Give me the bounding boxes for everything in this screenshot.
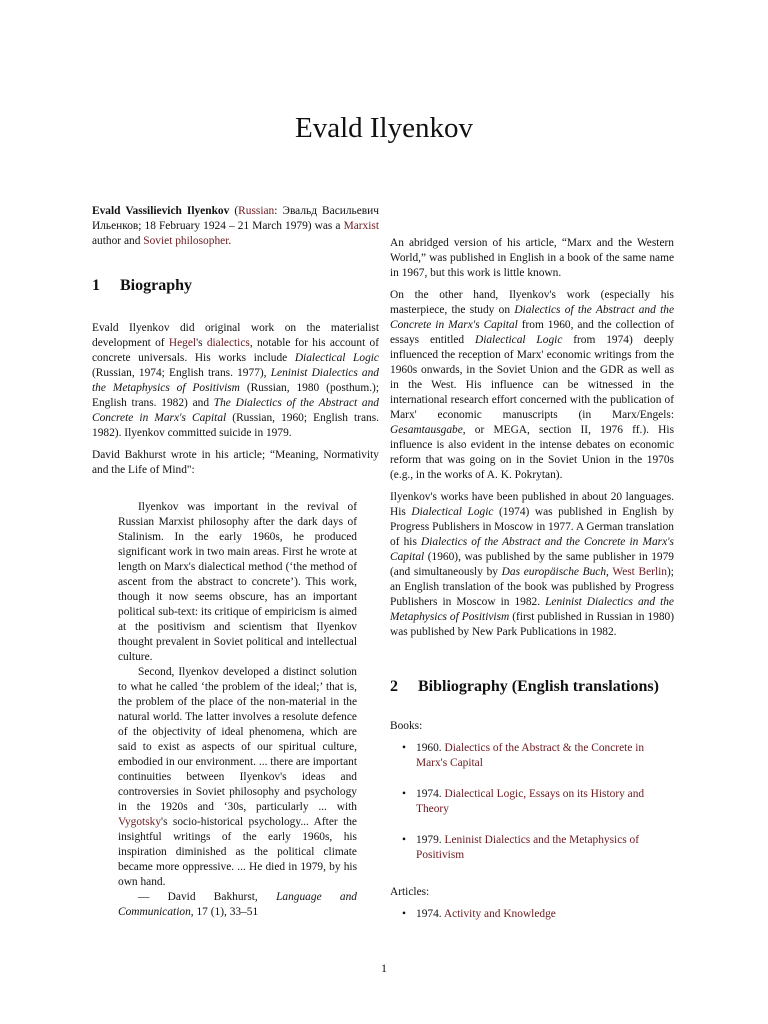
- bullet-icon: •: [402, 788, 406, 800]
- text: from 1974) deeply influenced the reception of Marx' economic writings from the 1960s onwards, in the Soviet Union and the GDR as well as in the West. His influence can be witnessed in the international research effort concerned with the publication of Marx' economic manuscripts (in Marx/Engels:: [390, 334, 674, 421]
- list-item: [390, 907, 674, 922]
- text: , notable for his account of concrete universals. His works include: [92, 337, 379, 364]
- intro-end: .: [228, 235, 232, 247]
- quote-attribution: [118, 890, 357, 920]
- text: On the other hand, Ilyenkov's work (especially his masterpiece, the study on: [390, 289, 674, 316]
- left-column: [92, 204, 379, 920]
- hegel-link[interactable]: Hegel: [168, 337, 197, 349]
- text: , 17 (1), 33–51: [190, 906, 259, 918]
- text: (1960), was published by the same publisher in 1979 (and simultaneously by: [390, 551, 674, 578]
- books-list: [390, 741, 674, 863]
- bullet-icon: •: [402, 908, 406, 920]
- book-link[interactable]: Leninist Dialectics and the Metaphysics of Positivism: [416, 834, 640, 861]
- book-year: 1974.: [416, 788, 442, 800]
- block-quote: [118, 500, 357, 920]
- text: 's socio-historical psychology... After the insightful writings of the early 1960s, his inspiration diminished as the political climate became more oppressive. ... He died in 1979, by his own hand.: [118, 816, 357, 888]
- text: (Russian, 1980 (posthum.); English trans. 1982) and: [92, 382, 379, 409]
- list-item: [390, 787, 674, 817]
- book-year: 1960.: [416, 742, 442, 754]
- text: — David Bakhurst,: [138, 891, 277, 903]
- text: (Russian, 1974; English trans. 1977),: [92, 367, 271, 379]
- work-title: Leninist Dialectics and the Metaphysics of Positivism: [92, 367, 380, 394]
- intro-text: author and: [92, 235, 144, 247]
- biography-paragraph-1: [92, 321, 379, 441]
- work-title: The Dialectics of the Abstract and Concrete in Marx's Capital: [92, 397, 379, 424]
- text: Evald Ilyenkov did original work on the materialist development of: [92, 322, 379, 349]
- article-year: 1974.: [416, 908, 442, 920]
- text: ,: [606, 566, 613, 578]
- bullet-icon: •: [402, 834, 406, 846]
- section-title: Biography: [120, 277, 193, 294]
- right-paragraph-1: An abridged version of his article, “Marx and the Western World,” was published in English in a book of the same name in 1967, but this work is little known.: [390, 237, 674, 279]
- native-name: : Эвальд Васильевич Ильенков; 18 February 1924 – 21 March 1979) was a: [92, 205, 379, 232]
- journal-title: Language and Communication: [118, 891, 357, 918]
- vygotsky-link[interactable]: Vygotsky: [118, 816, 162, 828]
- quote-paragraph-1: Ilyenkov was important in the revival of Russian Marxist philosophy after the dark days of Stalinism. In the early 1960s, he produced significant work in two main areas. First he wrote at length on Marx's dialectical method (‘the method of ascent from the abstract to concrete’). This work, though it now seems obscure, has an important political sub-text: its critique of empiricism is aimed at the positivism and scientism that Ilyenkov thought prevalent in Soviet political and intellectual culture.: [118, 501, 357, 663]
- section-heading-bibliography: [390, 676, 674, 697]
- quote-paragraph-2: [118, 665, 357, 890]
- text: 's: [196, 337, 207, 349]
- book-link[interactable]: Dialectical Logic, Essays on its History and Theory: [416, 788, 645, 815]
- section-title: Bibliography (English translations): [418, 678, 659, 695]
- text: , or MEGA, section II, 1976 ff.). His influence is also evident in the intense debates on economic reform that was going on in the Soviet Union in the 1970s (e.g., in the works of A. K. Pokrytan).: [390, 424, 674, 481]
- text: from 1960, and the collection of essays entitled: [390, 319, 674, 346]
- text: Second, Ilyenkov developed a distinct solution to what he called ‘the problem of the ideal;’ that is, the problem of the place of the non-material in the natural world. The latter involves a resolute defence of the objectivity of ideal phenomena, which are said to exist as aspects of our spiritual culture, embodied in our environment. ... there are important continuities between Ilyenkov's ideas and controversies in Soviet philosophy and psychology in the 1920s and ‘30s, particularly ... with: [118, 666, 357, 813]
- bullet-icon: •: [402, 742, 406, 754]
- text: (1974) was published in English by Progress Publishers in Moscow in 1977. A German translation of his: [390, 506, 674, 548]
- text: ); an English translation of the book was published by Progress Publishers in Moscow in 1982.: [390, 566, 674, 608]
- list-item: [390, 741, 674, 771]
- marxist-link[interactable]: Marxist: [343, 220, 379, 232]
- text: (Russian, 1960; English trans. 1982). Ilyenkov committed suicide in 1979.: [92, 412, 379, 439]
- books-label: Books:: [390, 720, 423, 732]
- text: (first published in Russian in 1980) was published by New Park Publications in 1982.: [390, 611, 675, 638]
- list-item: [390, 833, 674, 863]
- work-title: Gesamtausgabe: [390, 424, 463, 436]
- section-number: 1: [92, 277, 100, 294]
- work-title: Leninist Dialectics and the Metaphysics of Positivism: [390, 596, 674, 623]
- work-title: Dialectics of the Abstract and the Concrete in Marx's Capital: [390, 536, 674, 563]
- articles-list: [390, 907, 674, 922]
- right-paragraph-3: [390, 490, 674, 640]
- work-title: Dialectical Logic: [474, 334, 563, 346]
- russian-link[interactable]: Russian: [238, 205, 275, 217]
- article-link[interactable]: Activity and Knowledge: [443, 908, 556, 920]
- right-paragraph-2: [390, 288, 674, 483]
- articles-label: Articles:: [390, 886, 430, 898]
- section-number: 2: [390, 678, 398, 695]
- subject-name: Evald Vassilievich Ilyenkov: [92, 205, 230, 217]
- section-heading-biography: [92, 275, 379, 296]
- text: Ilyenkov's works have been published in about 20 languages. His: [390, 491, 674, 518]
- publisher-name: Das europäische Buch: [501, 566, 607, 578]
- page-number: 1: [381, 961, 387, 975]
- work-title: Dialectics of the Abstract and the Concrete in Marx's Capital: [390, 304, 675, 331]
- biography-paragraph-2: David Bakhurst wrote in his article; “Meaning, Normativity and the Life of Mind":: [92, 449, 379, 476]
- work-title: Dialectical Logic: [411, 506, 494, 518]
- west-berlin-link[interactable]: West Berlin: [612, 566, 668, 578]
- work-title: Dialectical Logic: [294, 352, 379, 364]
- right-column: [390, 236, 674, 944]
- book-year: 1979.: [416, 834, 442, 846]
- intro-paragraph: Evald Vassilievich Ilyenkov (Russian: Эвальд Васильевич Ильенков; 18 February 1924 – 21 March 1979) was a Marxist author and Soviet philosopher.: [92, 205, 379, 247]
- book-link[interactable]: Dialectics of the Abstract & the Concrete in Marx's Capital: [416, 742, 645, 769]
- soviet-philosopher-link[interactable]: Soviet philosopher: [143, 235, 229, 247]
- dialectics-link[interactable]: dialectics: [206, 337, 250, 349]
- page-title: Evald Ilyenkov: [295, 112, 473, 144]
